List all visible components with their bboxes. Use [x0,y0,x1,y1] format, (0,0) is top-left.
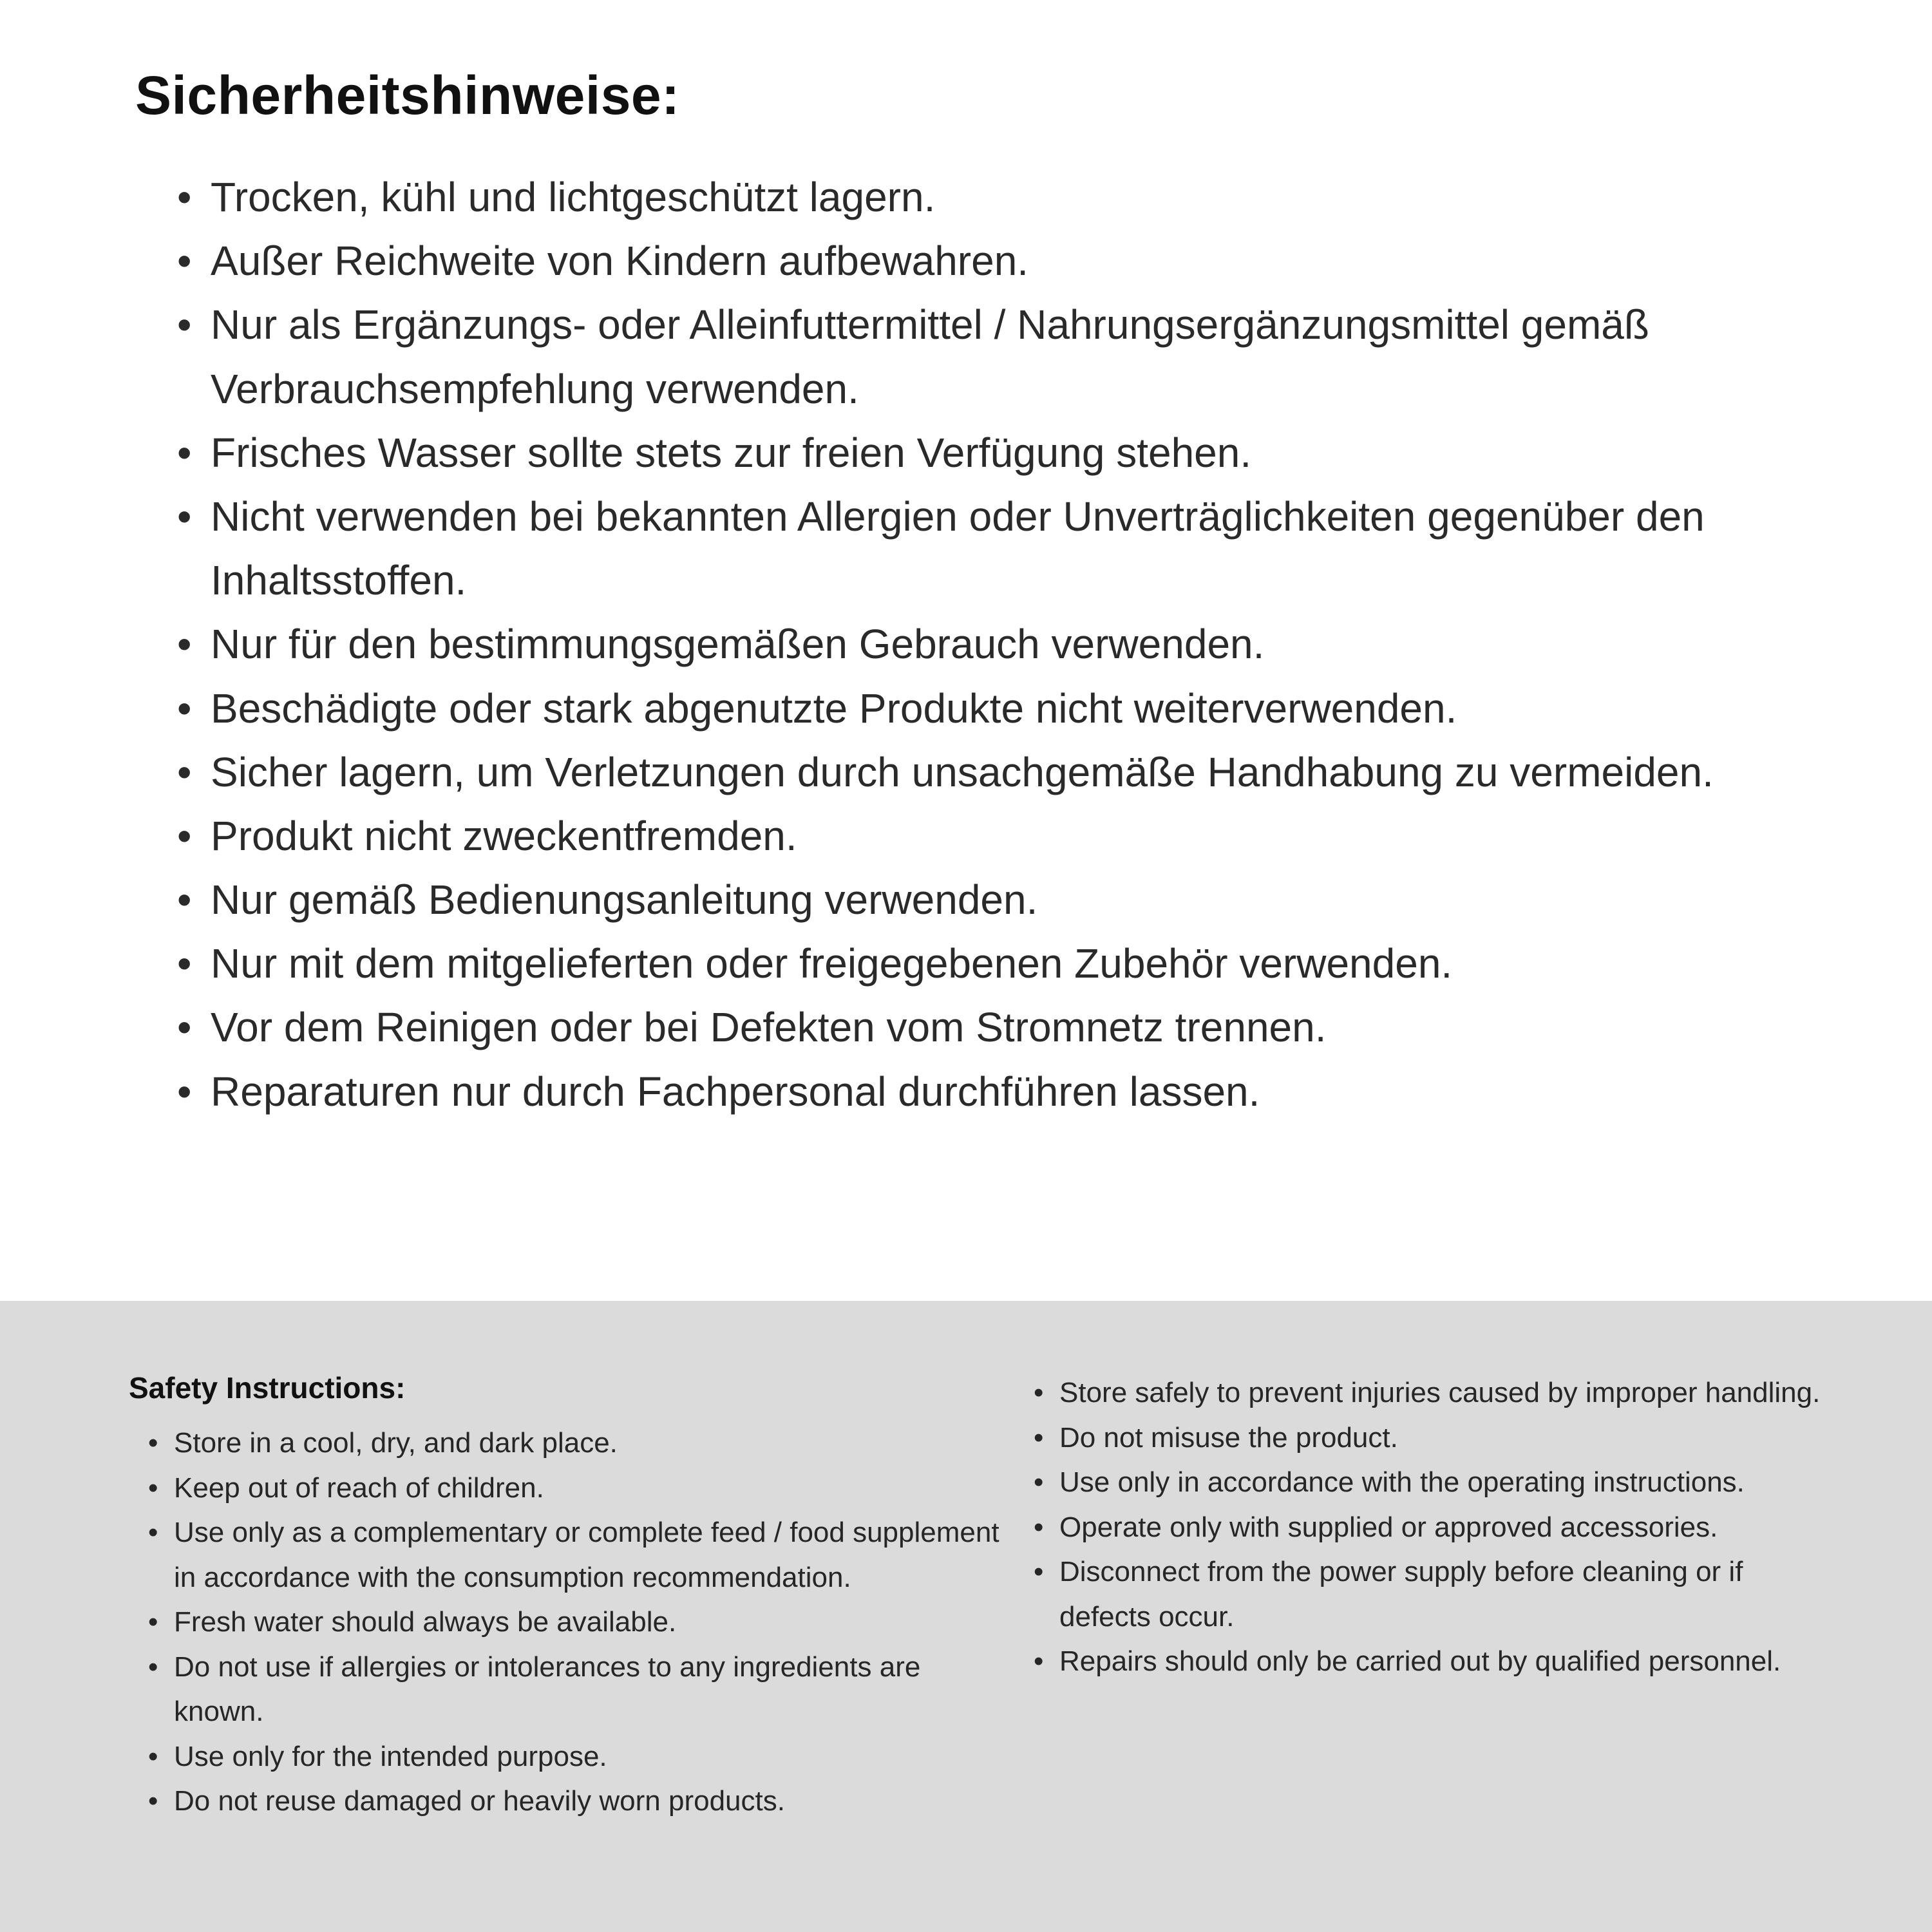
english-right-column [1005,1370,1842,1684]
list-item: • Nur für den bestimmungsgemäßen Gebrauch verwenden. [177,612,1800,676]
list-item: • Trocken, kühl und lichtgeschützt lagern. [177,166,1800,229]
list-item: • Nur mit dem mitgelieferten oder freigegebenen Zubehör verwenden. [177,932,1800,996]
list-item: • Use only for the intended purpose. [148,1734,1005,1779]
english-safety-section [0,1301,1932,1932]
list-item: • Disconnect from the power supply before cleaning or if defects occur. [1034,1549,1842,1639]
list-item: • Sicher lagern, um Verletzungen durch unsachgemäße Handhabung zu vermeiden. [177,741,1800,804]
english-safety-list-right [1034,1370,1842,1684]
german-safety-list [135,166,1823,1124]
list-item: • Store safely to prevent injuries caused by improper handling. [1034,1370,1842,1416]
list-item: • Store in a cool, dry, and dark place. [148,1421,1005,1466]
list-item: • Außer Reichweite von Kindern aufbewahren. [177,229,1800,293]
english-left-column [129,1370,1005,1824]
list-item: • Vor dem Reinigen oder bei Defekten vom Stromnetz trennen. [177,996,1800,1059]
list-item: • Do not reuse damaged or heavily worn products. [148,1779,1005,1824]
english-section-title: Safety Instructions: [129,1371,406,1405]
list-item: • Reparaturen nur durch Fachpersonal durchführen lassen. [177,1060,1800,1124]
list-item: • Nur als Ergänzungs- oder Alleinfuttermittel / Nahrungsergänzungsmittel gemäß Verbrauchsempfehlung verwenden. [177,293,1800,421]
list-item: • Beschädigte oder stark abgenutzte Produkte nicht weiterverwenden. [177,677,1800,741]
english-safety-list-left [129,1421,1005,1824]
list-item: • Operate only with supplied or approved accessories. [1034,1505,1842,1550]
list-item: • Nur gemäß Bedienungsanleitung verwenden. [177,868,1800,932]
list-item: • Repairs should only be carried out by qualified personnel. [1034,1639,1842,1684]
list-item: • Use only in accordance with the operating instructions. [1034,1460,1842,1505]
list-item: • Keep out of reach of children. [148,1466,1005,1511]
german-section-title: Sicherheitshinweise: [135,65,680,126]
list-item: • Nicht verwenden bei bekannten Allergien oder Unverträglichkeiten gegenüber den Inhaltsstoffen. [177,485,1800,612]
list-item: • Frisches Wasser sollte stets zur freien Verfügung stehen. [177,421,1800,485]
list-item: • Do not misuse the product. [1034,1416,1842,1461]
list-item: • Produkt nicht zweckentfremden. [177,804,1800,868]
list-item: • Fresh water should always be available. [148,1600,1005,1645]
list-item: • Do not use if allergies or intolerances to any ingredients are known. [148,1645,1005,1734]
list-item: • Use only as a complementary or complete feed / food supplement in accordance with the consumption recommendation. [148,1510,1005,1600]
